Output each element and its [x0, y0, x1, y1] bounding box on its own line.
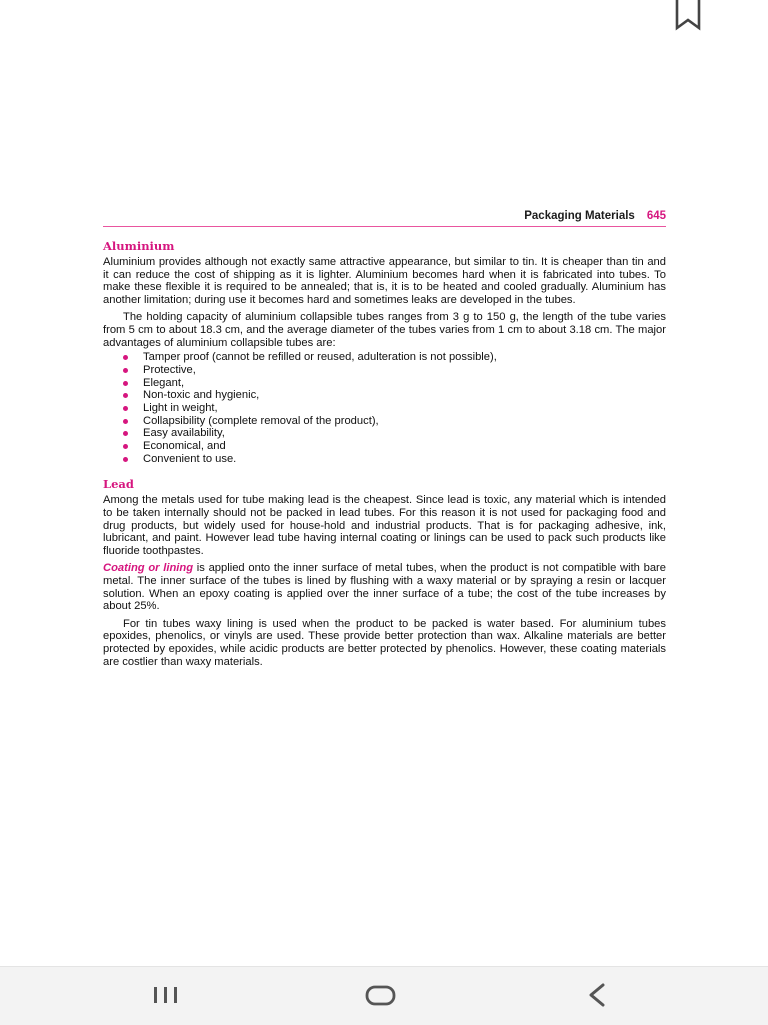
home-icon	[357, 979, 405, 1013]
paragraph: Aluminium provides although not exactly same attractive appearance, but similar to tin. It is cheaper than tin and it can reduce the cost of shipping as it is lighter. Aluminium becomes hard when it is fabricated into tubes. To make these flexible it is required to be annealed; that is, it is to be heated and cooled gradually. Aluminium has another limitation; during use it becomes hard and sometimes leaks are developed in the tubes.	[103, 256, 666, 306]
list-item	[123, 427, 666, 440]
bullet-icon	[123, 444, 128, 449]
list-item-text: Economical, and	[143, 440, 226, 453]
paragraph: For tin tubes waxy lining is used when the product to be packed is water based. For aluminium tubes epoxides, phenolics, or vinyls are used. These provide better protection than wax. Alkaline materials are better protected by epoxides, while acidic products are better protected by phenolics. However, these coating materials are costlier than waxy materials.	[103, 617, 666, 668]
emphasized-term: Coating or lining	[103, 562, 194, 575]
list-item	[123, 389, 666, 402]
list-item-text: Light in weight,	[143, 401, 218, 414]
bullet-icon	[123, 368, 128, 373]
back-button[interactable]	[573, 979, 621, 1013]
section-heading-lead: Lead	[103, 477, 134, 492]
list-item-text: Protective,	[143, 363, 196, 376]
recent-apps-button[interactable]	[142, 979, 190, 1013]
home-button[interactable]	[357, 979, 405, 1013]
document-page	[103, 206, 666, 726]
list-item-text: Elegant,	[143, 376, 185, 389]
list-item	[123, 402, 666, 415]
list-item	[123, 453, 666, 466]
paragraph-text: is applied onto the inner surface of metal tubes, when the product is not compatible with bare metal. The inner surface of the tubes is lined by flushing with a waxy material or by spraying a resin or lacquer solution. When an epoxy coating is applied over the inner surface of a tube; the cost of the tube increases by about 25%.	[103, 562, 666, 613]
bullet-icon	[123, 381, 128, 386]
bullet-icon	[123, 431, 128, 436]
bookmark-button[interactable]	[673, 0, 703, 32]
back-icon	[573, 979, 621, 1013]
list-item	[123, 351, 666, 364]
running-head-title: Packaging Materials	[524, 210, 635, 222]
bullet-icon	[123, 419, 128, 424]
page-number: 645	[646, 210, 666, 222]
bullet-icon	[123, 457, 128, 462]
list-item	[123, 377, 666, 390]
system-navigation-bar	[0, 966, 768, 1025]
section-heading-aluminium: Aluminium	[103, 239, 175, 253]
list-item-text: Non-toxic and hygienic,	[143, 389, 260, 402]
list-item	[123, 440, 666, 453]
page-content	[103, 239, 666, 668]
list-item-text: Convenient to use.	[143, 452, 237, 465]
list-item-text: Easy availability,	[143, 427, 225, 440]
running-head	[103, 206, 666, 227]
paragraph: The holding capacity of aluminium collapsible tubes ranges from 3 g to 150 g, the length of the tube varies from 5 cm to about 18.3 cm, and the average diameter of the tubes varies from 1 cm to about 3.18 cm. The major advantages of aluminium collapsible tubes are:	[103, 311, 666, 349]
bullet-icon	[123, 393, 128, 398]
recent-apps-icon	[142, 979, 190, 1013]
list-item-text: Collapsibility (complete removal of the product),	[143, 414, 379, 427]
list-item	[123, 364, 666, 377]
paragraph: Among the metals used for tube making lead is the cheapest. Since lead is toxic, any material which is intended to be taken internally should not be packed in lead tubes. For this reason it is not used for packaging food and drug products, but widely used for house-hold and industrial products. That is for packaging adhesive, ink, lubricant, and paint. However lead tube having internal coating or linings can be used to pack such products like fluoride toothpastes.	[103, 494, 666, 557]
bullet-icon	[123, 355, 128, 360]
bullet-icon	[123, 406, 128, 411]
advantages-list	[103, 351, 666, 465]
list-item	[123, 415, 666, 428]
paragraph-coating	[103, 562, 666, 612]
list-item-text: Tamper proof (cannot be refilled or reused, adulteration is not possible),	[143, 351, 497, 364]
bookmark-icon	[673, 0, 703, 32]
